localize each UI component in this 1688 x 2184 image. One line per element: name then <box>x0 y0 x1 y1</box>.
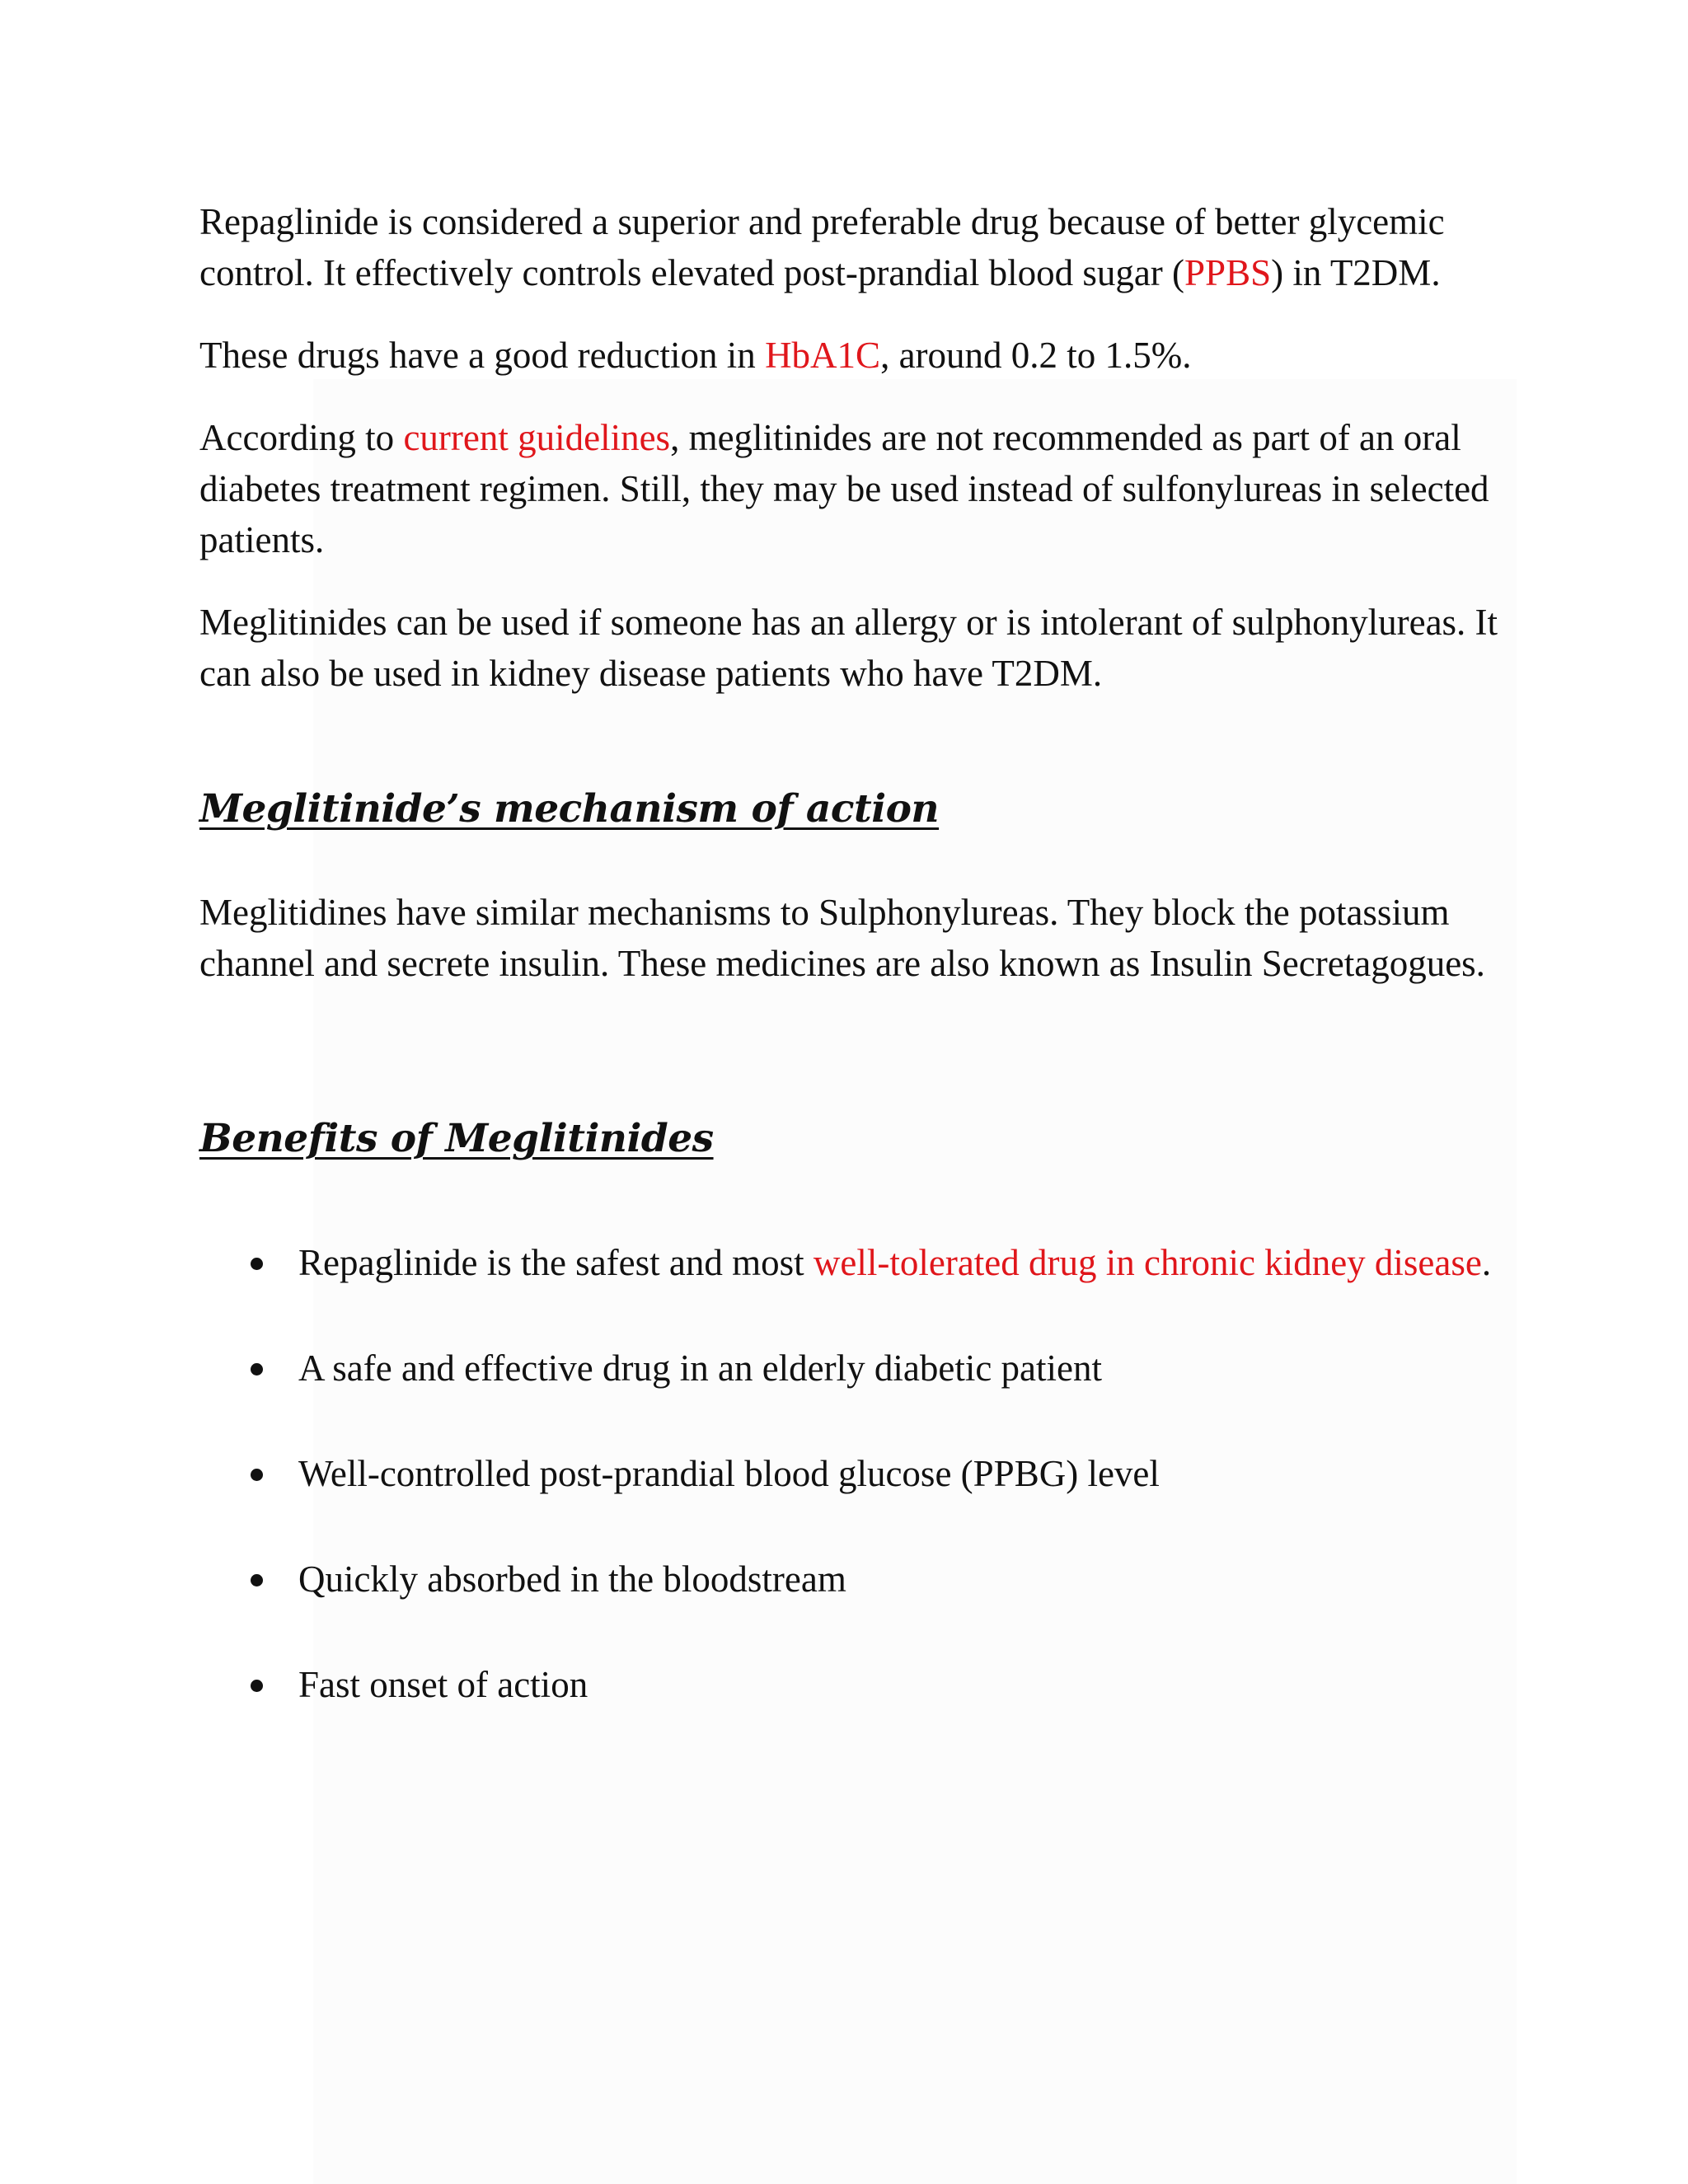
mechanism-heading: Meglitinide’s mechanism of action <box>199 786 940 832</box>
paragraph-mechanism: Meglitidines have similar mechanisms to Sulphonylureas. They block the potassium channel and secrete insulin. These medicines are also known as Insulin Secretagogues. <box>199 892 1485 984</box>
list-item <box>199 1526 1518 1633</box>
ppbs-link[interactable]: PPBS <box>1184 252 1272 293</box>
paragraph-repaglinide <box>199 196 1518 298</box>
paragraph-text: ) in T2DM. <box>1271 252 1441 293</box>
document-body <box>199 196 1518 1738</box>
current-guidelines-link[interactable]: current guidelines <box>403 417 671 458</box>
paragraph-allergy: Meglitinides can be used if someone has an allergy or is intolerant of sulphonylureas. It can also be used in kidney disease patients who have T2DM. <box>199 602 1498 694</box>
paragraph-hba1c <box>199 330 1518 381</box>
list-item-text: Fast onset of action <box>298 1664 588 1705</box>
paragraph-guidelines <box>199 412 1518 565</box>
bullet-icon <box>251 1258 263 1270</box>
bullet-icon <box>251 1680 263 1692</box>
list-item-text: . <box>1481 1242 1492 1283</box>
list-item <box>199 1632 1518 1738</box>
hba1c-link[interactable]: HbA1C <box>765 335 881 376</box>
bullet-icon <box>251 1469 263 1481</box>
benefits-list <box>199 1210 1518 1738</box>
list-item <box>199 1315 1518 1422</box>
kidney-disease-link[interactable]: well-tolerated drug in chronic kidney disease <box>813 1242 1482 1283</box>
list-item <box>199 1421 1518 1527</box>
list-item-text: Quickly absorbed in the bloodstream <box>298 1558 846 1600</box>
paragraph-text: , around 0.2 to 1.5%. <box>880 335 1192 376</box>
bullet-icon <box>251 1363 263 1376</box>
list-item <box>199 1210 1518 1316</box>
list-item-text: Well-controlled post-prandial blood glucose (PPBG) level <box>298 1453 1160 1494</box>
list-item-text: A safe and effective drug in an elderly diabetic patient <box>298 1347 1103 1389</box>
benefits-heading: Benefits of Meglitinides <box>199 1116 714 1161</box>
list-item-text: Repaglinide is the safest and most <box>298 1242 814 1283</box>
paragraph-text: According to <box>199 417 404 458</box>
bullet-icon <box>251 1574 263 1586</box>
paragraph-text: Repaglinide is considered a superior and preferable drug because of better glycemic control. It effectively controls elevated post-prandial blood sugar ( <box>199 201 1445 293</box>
paragraph-text: These drugs have a good reduction in <box>199 335 766 376</box>
paragraph-text: , meglitinides are not recommended as part of an oral diabetes treatment regimen. Still, they may be used instead of sulfonylureas in selected patients. <box>199 417 1489 560</box>
